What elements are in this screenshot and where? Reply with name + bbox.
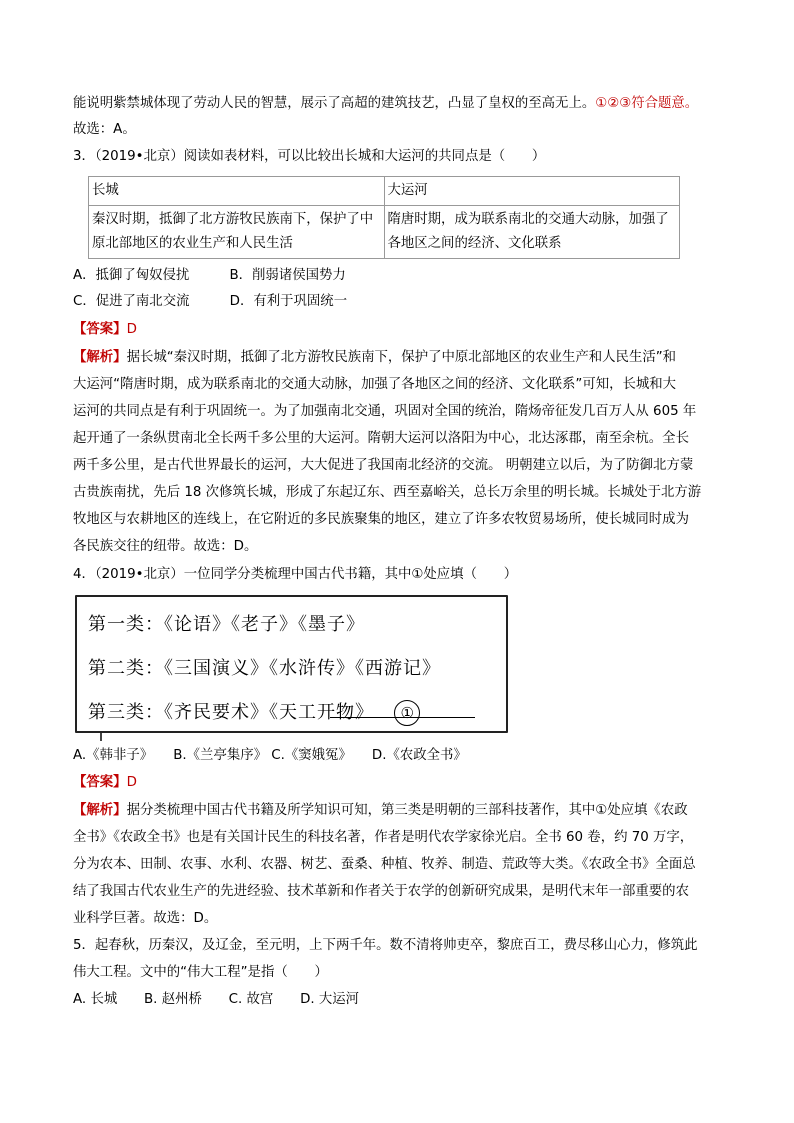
analysis-text: 据分类梳理中国古代书籍及所学知识可知，第三类是明朝的三部科技著作，其中①处应填《农政 [126,803,688,818]
analysis-label: 【解析】 [73,350,127,365]
q4-analysis-line: 全书》《农政全书》也是有关国计民生的科技名著，作者是明代农学家徐光启。全书 60 卷，约 70 万字， [73,830,694,845]
book-category-3-text: 第三类：《齐民要术》《天工开物》 [88,702,374,723]
table-row [89,177,680,206]
q3-analysis-line [73,348,676,368]
q3-analysis-line: 各民族交往的纽带。故选：D。 [73,539,258,554]
q5-stem-1: 5．起春秋，历秦汉，及辽金，至元明，上下两千年。数不清将帅吏卒，黎庶百工，费尽移山心力，修筑此 [73,938,698,953]
q4-stem: 4．（2019•北京）一位同学分类梳理中国古代书籍，其中①处应填（ ） [73,567,518,582]
blank-mark: ① [394,700,420,726]
book-category-2: 第二类：《三国演义》《水浒传》《西游记》 [88,658,441,679]
q3-analysis-line: 起开通了一条纵贯南北全长两千多公里的大运河。隋朝大运河以洛阳为中心，北达涿郡，南至余杭。全长 [73,431,689,446]
analysis-label: 【解析】 [73,803,127,818]
table-header-grand-canal: 大运河 [384,177,680,206]
q3-answer [73,320,137,340]
q4-analysis-line: 业科学巨著。故选：D。 [73,911,218,926]
answer-value: D [126,775,137,790]
q3-analysis-line: 古贵族南扰，先后 18 次修筑长城，形成了东起辽东、西至嘉峪关，总长万余里的明长城。长城处于北方游 [73,485,702,500]
blank-underline [330,717,475,718]
q4-books-image [75,595,508,733]
q3-analysis-line: 牧地区与农耕地区的连线上，在它附近的多民族聚集的地区，建立了许多农牧贸易场所，使长城同时成为 [73,512,689,527]
answer-value: D [126,322,137,337]
table-row [89,206,680,259]
answer-label: 【答案】 [73,775,127,790]
q3-options-cd: C．促进了南北交流 D．有利于巩固统一 [73,294,348,309]
q4-analysis-line: 结了我国古代农业生产的先进经验、技术革新和作者关于农学的创新研究成果，是明代末年一部重要的农 [73,884,689,899]
q4-analysis-line [73,801,688,821]
q4-analysis-line: 分为农本、田制、农事、水利、农器、树艺、蚕桑、种植、牧养、制造、荒政等大类。《农政全书》全面总 [73,857,696,872]
image-edge-mark [100,733,102,741]
table-cell-great-wall: 秦汉时期，抵御了北方游牧民族南下，保护了中原北部地区的农业生产和人民生活 [89,206,385,259]
q3-analysis-line: 两千多公里，是古代世界最长的运河，大大促进了我国南北经济的交流。 明朝建立以后，为了防御北方蒙 [73,458,694,473]
prev-analysis-line [73,94,698,114]
q4-answer [73,773,137,793]
book-category-3 [88,698,420,726]
table-header-great-wall: 长城 [89,177,385,206]
q3-analysis-line: 大运河“隋唐时期，成为联系南北的交通大动脉，加强了各地区之间的经济、文化联系”可知，长城和大 [73,377,677,392]
q4-options: A.《韩非子》 B.《兰亭集序》 C.《窦娥冤》 D.《农政全书》 [73,748,467,763]
answer-label: 【答案】 [73,322,127,337]
table-cell-grand-canal: 隋唐时期，成为联系南北的交通大动脉，加强了各地区之间的经济、文化联系 [384,206,680,259]
prev-analysis-text: 能说明紫禁城体现了劳动人民的智慧，展示了高超的建筑技艺，凸显了皇权的至高无上。 [73,96,596,111]
q3-comparison-table [88,176,680,259]
q3-analysis-line: 运河的共同点是有利于巩固统一。为了加强南北交通，巩固对全国的统治，隋炀帝征发几百万人从 605 年 [73,404,697,419]
q5-options: A. 长城 B. 赵州桥 C. 故宫 D. 大运河 [73,992,360,1007]
prev-analysis-highlight: ①②③符合题意。 [595,96,699,111]
analysis-text: 据长城“秦汉时期，抵御了北方游牧民族南下，保护了中原北部地区的农业生产和人民生活”和 [126,350,677,365]
q3-stem: 3．（2019•北京）阅读如表材料，可以比较出长城和大运河的共同点是（ ） [73,149,546,164]
q3-options-ab: A．抵御了匈奴侵扰 B．削弱诸侯国势力 [73,268,346,283]
book-category-1: 第一类：《论语》《老子》《墨子》 [88,614,365,635]
prev-conclusion: 故选：A。 [73,122,136,137]
q5-stem-2: 伟大工程。文中的“伟大工程”是指（ ） [73,965,328,980]
